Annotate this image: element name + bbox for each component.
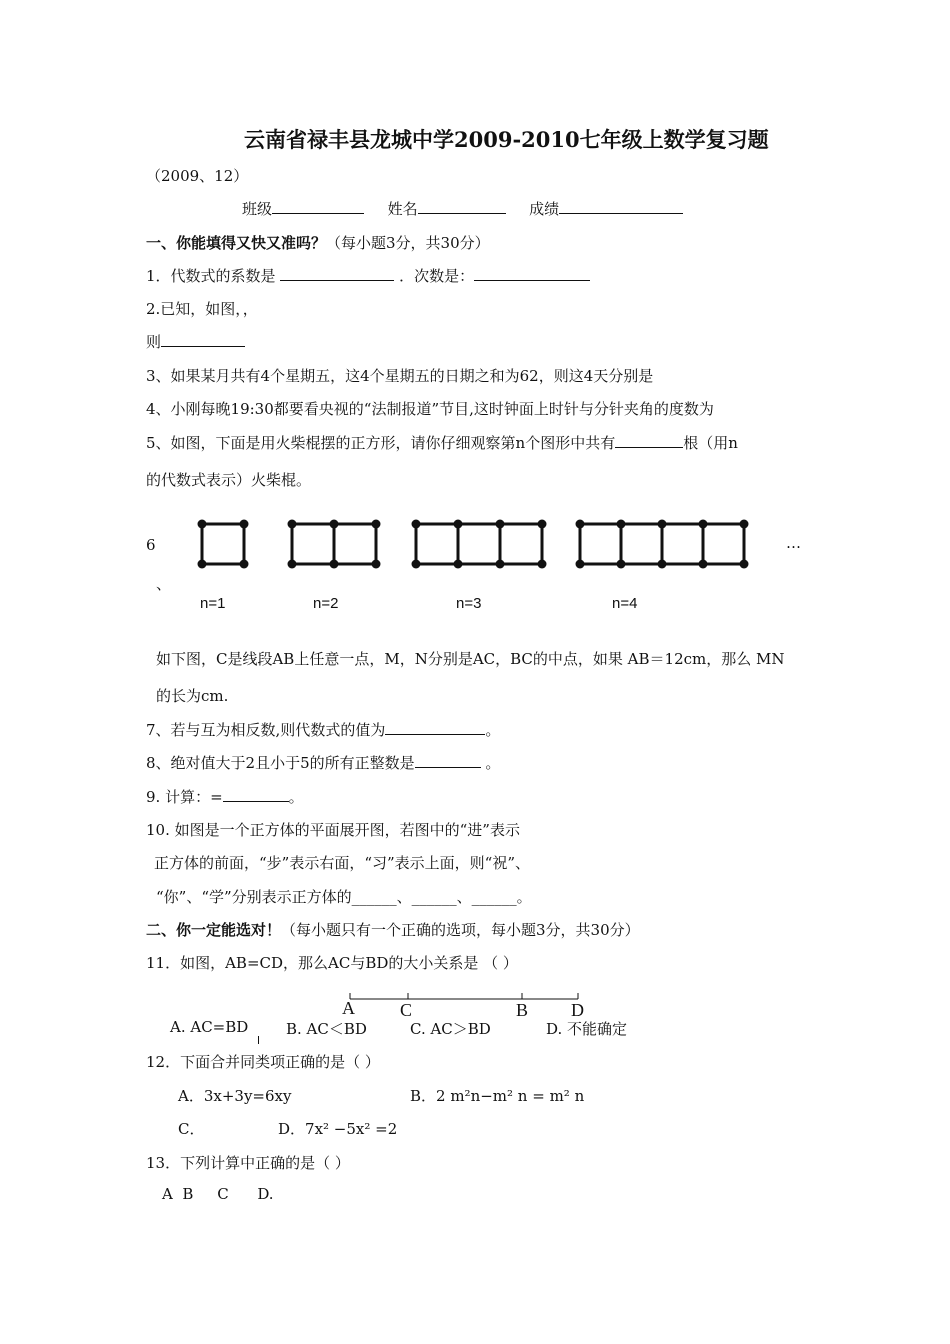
q13-options[interactable]: A B C D. (162, 1185, 274, 1203)
squares-n3 (416, 524, 542, 564)
stray-mark (258, 1036, 259, 1044)
q7-blank[interactable] (385, 720, 485, 735)
question-6-cont: 的长为cm. (156, 687, 229, 705)
question-4: 4、小刚每晚19:30都要看央视的“法制报道”节目,这时钟面上时针与分针夹角的度数为 (146, 400, 714, 418)
q8-end: 。 (480, 754, 501, 772)
q5-blank[interactable] (615, 433, 683, 448)
q12-option-b[interactable]: B．2 m²n−m² n = m² n (410, 1087, 585, 1105)
matchstick-figure (190, 512, 760, 577)
question-3: 3、如果某月共有4个星期五，这4个星期五的日期之和为62，则这4天分别是 (146, 367, 654, 385)
q2-then-text: 则 (146, 333, 162, 351)
q9-blank[interactable] (223, 787, 289, 802)
q1-text-a: 1．代数式的系数是 (146, 267, 276, 285)
section1-header (146, 232, 490, 253)
point-a: A (342, 998, 355, 1018)
q7-text: 7、若与互为相反数,则代数式的值为 (146, 721, 386, 739)
q7-end: 。 (485, 721, 501, 739)
q11-option-b[interactable]: B. AC＜BD (286, 1020, 367, 1038)
page-title: 云南省禄丰县龙城中学2009-2010七年级上数学复习题 (244, 127, 769, 152)
score-label: 成绩 (529, 200, 560, 218)
question-13: 13．下列计算中正确的是（ ） (146, 1154, 350, 1172)
question-2-then (146, 331, 245, 352)
section2-note: （每小题只有一个正确的选项，每小题3分，共30分） (281, 921, 640, 939)
question-6-number: 6 (146, 536, 156, 554)
class-label: 班级 (242, 200, 273, 218)
question-12: 12．下面合并同类项正确的是（ ） (146, 1053, 380, 1071)
square-n1 (202, 524, 244, 564)
question-5-cont: 的代数式表示）火柴棍。 (146, 471, 312, 489)
question-7 (146, 719, 500, 740)
info-line (242, 198, 683, 219)
q1-text-b: ．次数是： (399, 267, 475, 285)
section1-heading: 一、你能填得又快又准吗？ (146, 234, 327, 252)
point-b: B (516, 1000, 529, 1020)
question-10-cont-2: “你”、“学”分别表示正方体的______、______、______。 (156, 888, 532, 906)
class-blank[interactable] (272, 199, 364, 214)
q9-end: 。 (288, 788, 304, 806)
question-10-cont-1: 正方体的前面，“步”表示右面，“习”表示上面，则“祝”、 (154, 854, 531, 872)
question-6-mark: 、 (156, 575, 172, 593)
q5-text-b: 根（用n (683, 434, 738, 452)
section2-heading: 二、你一定能选对！ (146, 921, 282, 939)
q12-option-a[interactable]: A．3x+3y=6xy (178, 1087, 292, 1105)
q12-option-d[interactable]: D．7x² −5x² =2 (278, 1120, 398, 1138)
q8-blank[interactable] (415, 753, 481, 768)
q2-blank[interactable] (161, 332, 245, 347)
figure-ellipsis: … (786, 534, 801, 552)
figure-label-n1: n=1 (200, 595, 226, 612)
name-label: 姓名 (387, 200, 418, 218)
section1-note: （每小题3分，共30分） (326, 234, 490, 252)
q5-text-a: 5、如图，下面是用火柴棍摆的正方形，请你仔细观察第n个图形中共有 (146, 434, 616, 452)
figure-label-n4: n=4 (612, 595, 638, 612)
figure-label-n3: n=3 (456, 595, 482, 612)
q8-text: 8、绝对值大于2且小于5的所有正整数是 (146, 754, 415, 772)
question-11: 11．如图，AB=CD，那么AC与BD的大小关系是 （ ） (146, 954, 518, 972)
q11-option-c[interactable]: C. AC＞BD (410, 1020, 491, 1038)
q9-text: 9. 计算：= (146, 788, 223, 806)
q11-option-d[interactable]: D. 不能确定 (546, 1020, 628, 1038)
q11-option-a[interactable]: A. AC=BD (170, 1018, 249, 1036)
date-line: （2009、12） (146, 167, 249, 185)
score-blank[interactable] (559, 199, 683, 214)
question-8 (146, 752, 500, 773)
question-6: 如下图，C是线段AB上任意一点，M，N分别是AC，BC的中点，如果 AB＝12cm，那么 MN (156, 650, 785, 668)
figure-label-n2: n=2 (313, 595, 339, 612)
question-9 (146, 786, 304, 807)
question-1 (146, 265, 590, 286)
point-c: C (400, 1000, 413, 1020)
point-d: D (571, 1000, 584, 1020)
q1-blank-2[interactable] (474, 266, 590, 281)
question-2: 2.已知，如图，， (146, 300, 258, 318)
name-blank[interactable] (418, 199, 506, 214)
section2-header (146, 919, 640, 940)
q1-blank-1[interactable] (280, 266, 394, 281)
q12-option-c[interactable]: C． (178, 1120, 205, 1138)
question-10: 10. 如图是一个正方体的平面展开图，若图中的“进”表示 (146, 821, 520, 839)
question-5 (146, 432, 738, 453)
